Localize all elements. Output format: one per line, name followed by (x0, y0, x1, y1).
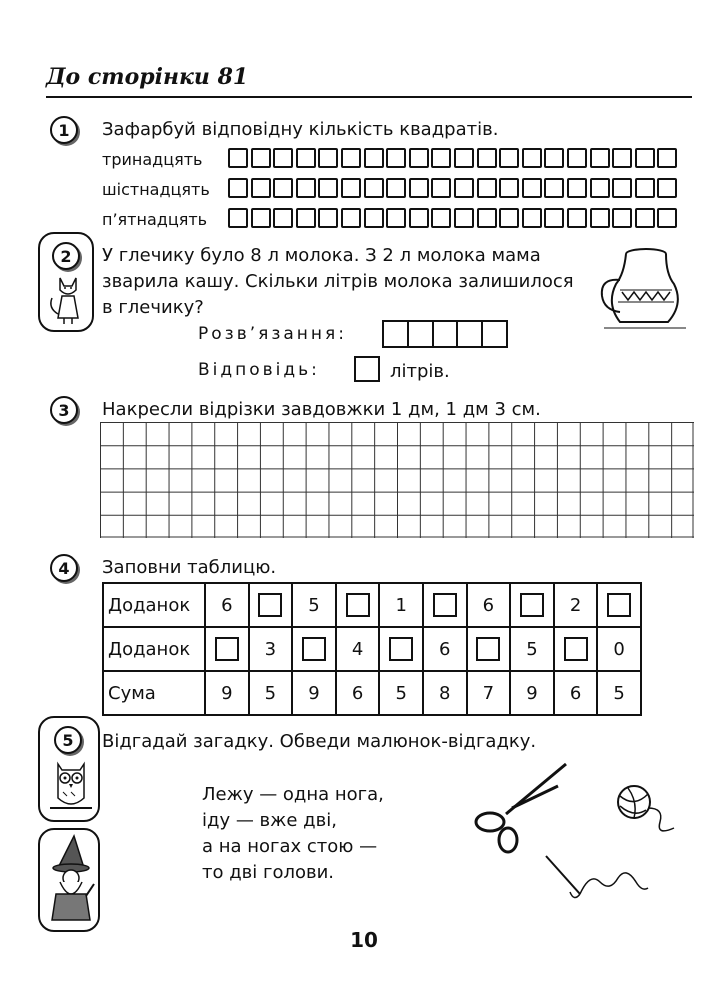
answer-box[interactable] (258, 593, 282, 617)
gnome-icon (44, 834, 98, 928)
table-cell: 0 (597, 627, 641, 671)
task2-answer-box[interactable] (354, 356, 380, 382)
table-cell: 5 (510, 627, 554, 671)
table-cell: 7 (467, 671, 511, 715)
answer-box[interactable] (476, 637, 500, 661)
task1-row-label-15: п’ятнадцять (102, 210, 208, 229)
answer-box[interactable] (564, 637, 588, 661)
needle-thread-icon[interactable] (540, 852, 650, 906)
yarn-ball-icon[interactable] (608, 778, 680, 838)
square-cell[interactable] (409, 208, 429, 228)
task2-solution-label: Розв’язання: (198, 324, 347, 344)
table-cell[interactable] (249, 583, 293, 627)
square-cell[interactable] (228, 178, 248, 198)
header-divider (46, 96, 692, 98)
square-cell[interactable] (612, 178, 632, 198)
square-cell[interactable] (544, 148, 564, 168)
table-cell[interactable] (336, 583, 380, 627)
square-cell[interactable] (296, 178, 316, 198)
square-cell[interactable] (386, 148, 406, 168)
square-cell[interactable] (635, 148, 655, 168)
square-cell[interactable] (409, 178, 429, 198)
square-cell[interactable] (499, 178, 519, 198)
table-row-sum (103, 671, 641, 715)
square-cell[interactable] (251, 208, 271, 228)
answer-box[interactable] (302, 637, 326, 661)
answer-box[interactable] (520, 593, 544, 617)
table-cell: 9 (292, 671, 336, 715)
drawing-grid[interactable] (100, 422, 694, 538)
task5-instruction: Відгадай загадку. Обведи малюнок-відгадку. (102, 731, 537, 752)
square-cell[interactable] (657, 208, 677, 228)
answer-box[interactable] (433, 593, 457, 617)
square-cell[interactable] (341, 208, 361, 228)
square-cell[interactable] (522, 208, 542, 228)
square-cell[interactable] (273, 148, 293, 168)
square-cell[interactable] (454, 178, 474, 198)
page-number: 10 (350, 928, 378, 952)
answer-box[interactable] (607, 593, 631, 617)
riddle-line: то дві голови. (202, 862, 335, 883)
square-cell[interactable] (635, 178, 655, 198)
table-row-addend-2 (103, 627, 641, 671)
task4-instruction: Заповни таблицю. (102, 557, 277, 578)
riddle-line: іду — вже дві, (202, 810, 337, 831)
riddle-line: Лежу — одна нога, (202, 784, 384, 805)
table-cell: 6 (336, 671, 380, 715)
square-cell[interactable] (273, 178, 293, 198)
table-cell: 6 (467, 583, 511, 627)
square-cell[interactable] (522, 178, 542, 198)
square-cell[interactable] (251, 178, 271, 198)
task2-text-line1: У глечику було 8 л молока. З 2 л молока мама (102, 245, 541, 266)
task2-solution-boxes[interactable] (382, 320, 508, 348)
square-cell[interactable] (612, 208, 632, 228)
square-cell[interactable] (454, 208, 474, 228)
table-cell: 6 (205, 583, 249, 627)
table-cell: 5 (292, 583, 336, 627)
square-cell[interactable] (386, 178, 406, 198)
answer-box[interactable] (215, 637, 239, 661)
square-cell[interactable] (318, 148, 338, 168)
row-label: Доданок (103, 583, 205, 627)
square-cell[interactable] (228, 208, 248, 228)
square-cell[interactable] (499, 208, 519, 228)
task1-row-label-13: тринадцять (102, 150, 203, 169)
square-cell[interactable] (544, 178, 564, 198)
square-cell[interactable] (364, 148, 384, 168)
table-cell: 5 (597, 671, 641, 715)
square-cell[interactable] (341, 178, 361, 198)
square-cell[interactable] (431, 208, 451, 228)
gnome-panel (38, 828, 100, 932)
table-cell[interactable] (554, 627, 598, 671)
square-cell[interactable] (499, 148, 519, 168)
task2-text-line3: в глечику? (102, 297, 204, 318)
table-cell: 2 (554, 583, 598, 627)
square-cell[interactable] (364, 178, 384, 198)
square-cell[interactable] (612, 148, 632, 168)
sum-table (102, 582, 642, 716)
square-cell[interactable] (296, 208, 316, 228)
square-cell[interactable] (318, 178, 338, 198)
table-cell: 6 (554, 671, 598, 715)
square-cell[interactable] (386, 208, 406, 228)
square-cell[interactable] (657, 178, 677, 198)
square-cell[interactable] (477, 178, 497, 198)
table-cell[interactable] (292, 627, 336, 671)
fox-icon (46, 274, 90, 328)
page-title: До сторінки 81 (46, 64, 249, 90)
square-cell[interactable] (318, 208, 338, 228)
task1-squares-row-1[interactable] (228, 148, 680, 168)
row-label: Доданок (103, 627, 205, 671)
task3-number: 3 (50, 396, 78, 424)
square-cell[interactable] (635, 208, 655, 228)
owl-icon (48, 758, 94, 818)
table-cell: 8 (423, 671, 467, 715)
square-cell[interactable] (590, 178, 610, 198)
table-cell[interactable] (379, 627, 423, 671)
table-row-addend-1 (103, 583, 641, 627)
table-cell: 5 (379, 671, 423, 715)
table-cell: 9 (510, 671, 554, 715)
task1-number: 1 (50, 116, 78, 144)
scissors-icon[interactable] (462, 760, 572, 860)
task2-text-line2: зварила кашу. Скільки літрів молока залишилося (102, 271, 574, 292)
table-cell: 5 (249, 671, 293, 715)
table-cell[interactable] (597, 583, 641, 627)
square-cell[interactable] (364, 208, 384, 228)
task5-side-panel (38, 716, 100, 822)
table-cell: 3 (249, 627, 293, 671)
table-cell[interactable] (205, 627, 249, 671)
table-cell[interactable] (467, 627, 511, 671)
table-cell: 6 (423, 627, 467, 671)
square-cell[interactable] (273, 208, 293, 228)
task2-answer-label: Відповідь: (198, 360, 320, 380)
table-cell: 1 (379, 583, 423, 627)
square-cell[interactable] (567, 148, 587, 168)
riddle-poem (202, 782, 384, 886)
task5-number: 5 (54, 726, 82, 754)
square-cell[interactable] (296, 148, 316, 168)
square-cell[interactable] (477, 208, 497, 228)
square-cell[interactable] (590, 208, 610, 228)
task3-instruction: Накресли відрізки завдовжки 1 дм, 1 дм 3 см. (102, 399, 541, 420)
task1-squares-row-2[interactable] (228, 178, 680, 198)
row-label: Сума (103, 671, 205, 715)
table-cell: 9 (205, 671, 249, 715)
task1-row-label-16: шістнадцять (102, 180, 210, 199)
table-cell[interactable] (423, 583, 467, 627)
task2-side-panel (38, 232, 94, 332)
riddle-line: а на ногах стою — (202, 836, 378, 857)
task2-number: 2 (52, 242, 80, 270)
square-cell[interactable] (409, 148, 429, 168)
table-cell: 4 (336, 627, 380, 671)
square-cell[interactable] (590, 148, 610, 168)
task1-squares-row-3[interactable] (228, 208, 680, 228)
task1-instruction: Зафарбуй відповідну кількість квадратів. (102, 119, 499, 140)
table-cell[interactable] (510, 583, 554, 627)
answer-box[interactable] (389, 637, 413, 661)
jug-icon (594, 244, 690, 338)
square-cell[interactable] (454, 148, 474, 168)
square-cell[interactable] (228, 148, 248, 168)
square-cell[interactable] (431, 148, 451, 168)
answer-box[interactable] (346, 593, 370, 617)
task4-number: 4 (50, 554, 78, 582)
square-cell[interactable] (567, 178, 587, 198)
square-cell[interactable] (251, 148, 271, 168)
square-cell[interactable] (431, 178, 451, 198)
task2-answer-unit: літрів. (390, 361, 450, 382)
square-cell[interactable] (522, 148, 542, 168)
square-cell[interactable] (657, 148, 677, 168)
square-cell[interactable] (477, 148, 497, 168)
square-cell[interactable] (341, 148, 361, 168)
square-cell[interactable] (544, 208, 564, 228)
square-cell[interactable] (567, 208, 587, 228)
